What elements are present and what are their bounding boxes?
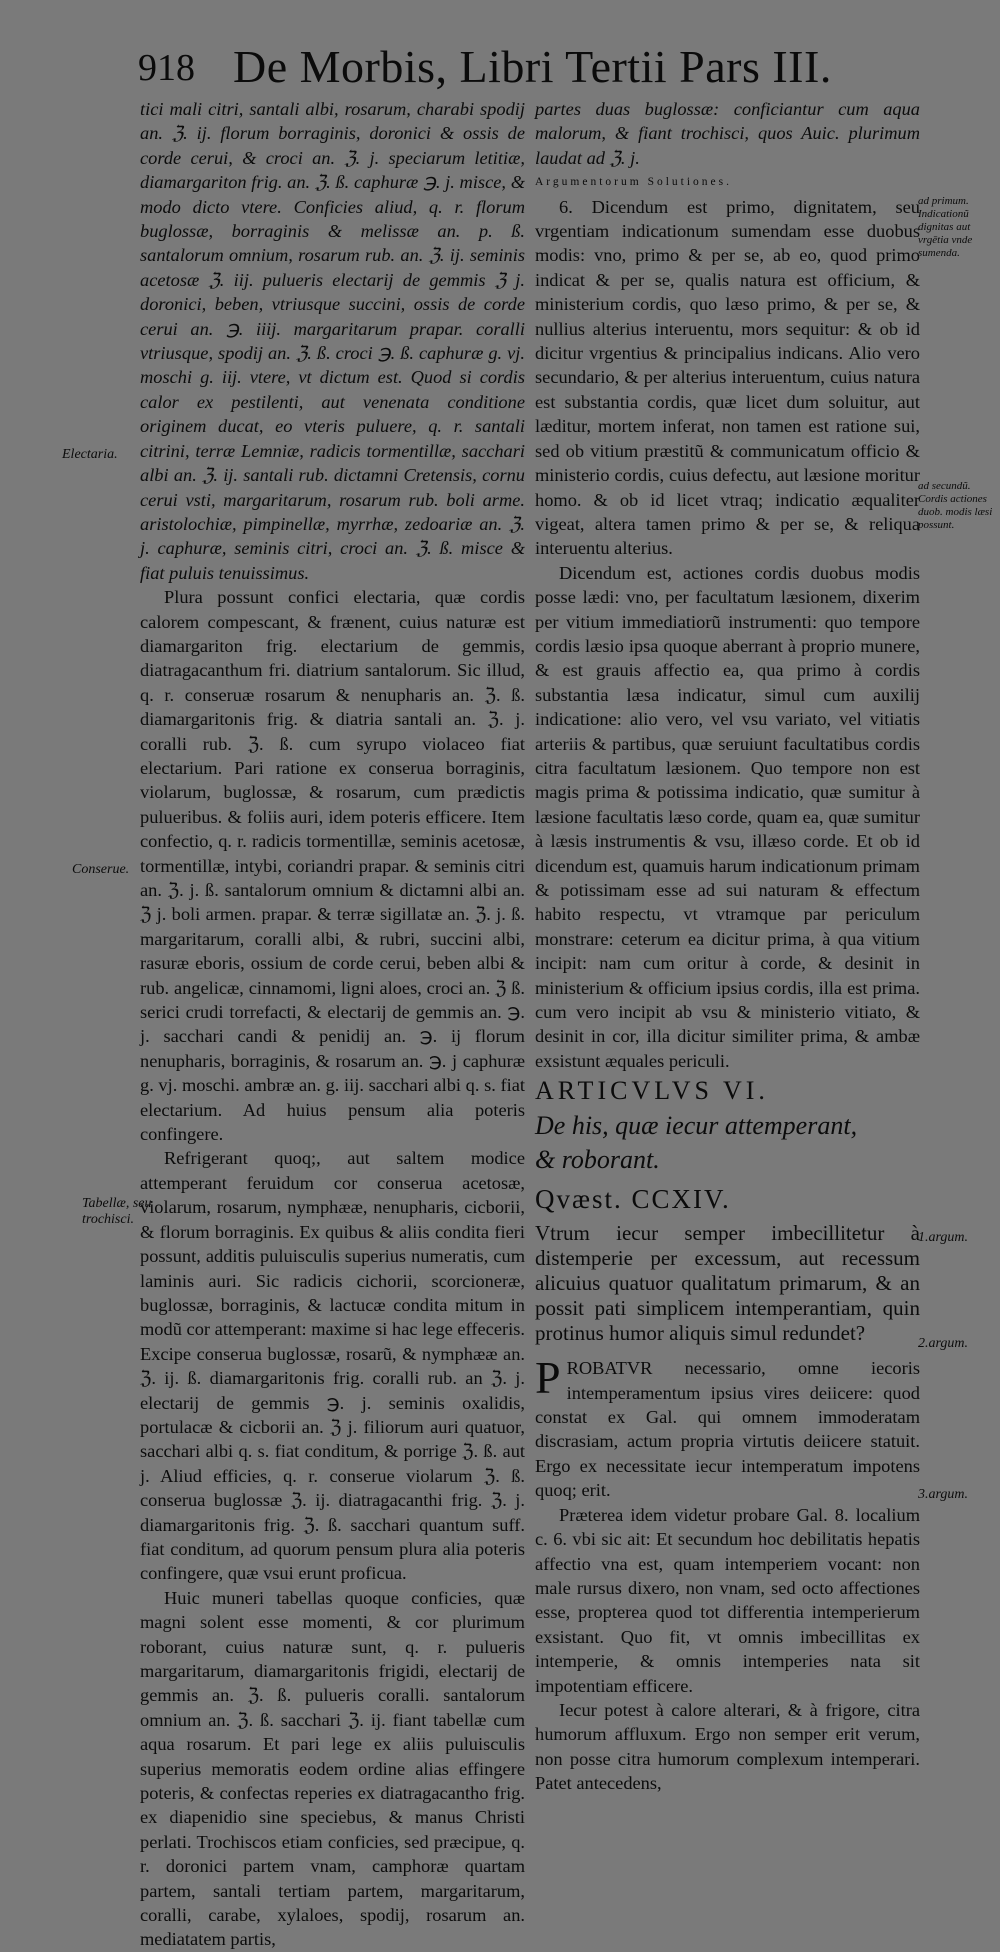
page-header (138, 40, 832, 100)
right-paragraph-6: Iecur potest à calore alterari, & à frigore, citra humorum affluxum. Ergo non semper erit verum, non posse citra humorum complexum intemperari. Patet antecedens, (535, 1699, 920, 1794)
question-text: Vtrum iecur semper imbecillitetur à distemperie per excessum, aut recessum alicuius quatuor qualitatum primarum, & an possit pati simplicem intemperantiam, quin protinus humor aliquis simul redundet? (535, 1221, 920, 1346)
article-heading: ARTICVLVS VI. (535, 1076, 769, 1106)
margin-note-arg3: 3.argum. (918, 1487, 969, 1502)
left-column (140, 97, 525, 1952)
margin-note-arg2: 2.argum. (918, 1336, 969, 1351)
article-title-line-2: & roborant. (535, 1145, 660, 1175)
article-title-line-1: De his, quæ iecur attemperant, (535, 1111, 858, 1141)
left-paragraph-3: Refrigerant quoq;, aut saltem modice attemperant feruidum cor conserua acetosæ, violarum, rosarum, nymphææ, nenupharis, cicborii, & florum borraginis. Ex quibus & aliis condita fieri possunt, additis puluisculis superius numeratis, cum laminis auri. Sic radicis cichorii, scorcioneræ, buglossæ, borraginis, & lactucæ condita mitum in modũ cor attemperant: maxime si hac lege effeceris. Excipe conserua buglossæ, rosarũ, & nymphææ an. ℨ. ij. ß. diamargaritonis frig. coralli rub. an ℨ. j. electarij de gemmis ℈. j. seminis oxalidis, portulacæ & cicborii an. ℨ j. filiorum auri quatuor, sacchari albi q. s. fiat conditum, & porrige ℨ. ß. aut j. Aliud efficies, q. r. conserue violarum ℨ. ß. conserua buglossæ ℨ. ij. diatragacanthi frig. ℨ. j. diamargaritonis frig. ℨ. ß. sacchari quantum suff. fiat conditum, ad quorum pensum plura alia poteris confingere, quæ vsui erunt proficua. (140, 1148, 525, 1584)
right-paragraph-2: 6. Dicendum est primo, dignitatem, seu vrgentiam indicationum sumendam esse duobus modis: vno, primo & per se, ab eo, quod primo indicat & per se, qualis natura est officium, & ministerium cordis, quo læso primo, & per se, & nullius alterius interuentu, mors sequitur: & ob id dicitur vrgentius & principalius indicans. Alio vero secundario, & per alterius interuentum, cuius natura est substantia cordis, quæ licet dum soluitur, aut læditur, mortem inferat, non tamen est ratione sui, sed ob vitium præstitũ & communicatum officio & ministerio cordis, cuius defectu, aut læsione moritur homo. & ob id licet vtraq; indicatio æqualiter vigeat, altera tamen primo & per se, & reliqua interuentu alterius. (535, 196, 920, 559)
right-paragraph-3: Dicendum est, actiones cordis duobus modis posse lædi: vno, per facultatum læsionem, dixerim per vitium immediatiorũ instrumenti: quo tempore cordis læsio ipsa quoque aberrant à proprio munere, & est grauis affectio ea, qua primo à cordis substantia læsa indicatur, simul cum auxilij indicatione: alio vero, vel vsu variato, vel vitiatis arteriis & partibus, quæ seruiunt facultatibus cordis citra facultatum læsionem. Quo tempore non est magis prima & potissima indicatio, quæ sumitur à læsione facultatis læso corde, quam ea, quæ sumitur à læsis instrumentis & vsu, illæso corde. Et ob id dicendum est, quamuis harum indicationum primam & potissimam esse ad sui naturam & effectum habito respectu, vt vtramque par periculum monstrare: ceterum ea dicitur prima, à qua vitium incipit: nam cum oritur à corde, & desinit in ministerium & officium ipsius cordis, illa est prima. cum vero incipit ab vsu & ministerio vitiato, & desinit in cor, illa dicitur similiter prima, & ambæ exsistunt æquales periculi. (535, 562, 920, 1071)
right-paragraph-4-text: ROBATVR necessario, omne iecoris intemperamentum ipsius vires deiicere: quod constat ex Gal. qui omnem immoderatam discrasiam, actum propria virtutis deiicere statuit. Ergo ex necessitate iecur intemperatum impotens quoq; erit. (535, 1358, 920, 1501)
left-paragraph-4: Huic muneri tabellas quoque conficies, quæ magni solent esse momenti, & cor plurimum roborant, cuius naturæ sunt, q. r. pulueris margaritarum, diamargaritonis frigidi, electarij de gemmis an. ℨ. ß. pulueris coralli. santalorum omnium an. ℨ. ß. sacchari ℨ. ij. fiant tabellæ cum aqua rosarum. Et pari lege ex aliis puluisculis superius memoratis eodem ordine alias effingere poteris, & confectas reperies ex diatragacantho frig. ex diapenidio sine speciebus, & manus Christi perlati. Trochiscos etiam conficies, sed præcipue, q. r. doronici partem vnam, camphoræ quartam partem, santali tertiam partem, margaritarum, coralli, carabe, xylaloes, spodij, rosarum an. mediatatem partis, (140, 1587, 525, 1950)
margin-note-tabelle: Tabellæ, seu trochisci. (82, 1196, 152, 1227)
margin-note-arg1: 1.argum. (918, 1230, 969, 1245)
right-paragraph-4 (535, 1352, 920, 1502)
right-paragraph-5: Præterea idem videtur probare Gal. 8. localium c. 6. vbi sic ait: Et secundum hoc debilitatis hepatis affectio vna est, quam intemperiem vocant: non male rursus dixero, non vnam, sed octo affectiones esse, propterea quod tot differentia intemperierum exsistant. Quo fit, vt omnis imbecillitas ex intemperie, & omnis intemperies nata sit impotentiam efficere. (535, 1504, 920, 1696)
left-paragraph-1: tici mali citri, santali albi, rosarum, charabi spodij an. ℨ. ij. florum borraginis, doronici & ossis de corde cerui, & croci an. ℨ. j. speciarum letitiæ, diamargariton frig. an. ℨ. ß. caphuræ ℈. j. misce, & modo dicto vtere. Conficies aliud, q. r. florum buglossæ, borraginis & melissæ an. p. ß. santalorum omnium, rosarum rub. an. ℨ. ij. seminis acetosæ ℨ. iij. pulueris electarij de gemmis ℨ j. doronici, beben, vtriusque succini, ossis de corde cerui an. ℈. iiij. margaritarum prapar. coralli vtriusque, spodij an. ℨ. ß. croci ℈. ß. caphuræ g. vj. moschi g. iij. vtere, vt dictum est. Quod si cordis calor ex pestilenti, aut venenata conditione originem ducat, eo vteris puluere, q. r. santali citrini, terræ Lemniæ, radicis tormentillæ, sacchari albi an. ℨ. ij. santali rub. dictamni Cretensis, cornu cerui vsti, margaritarum, rosarum rub. boli arme. aristolochiæ, pimpinellæ, myrrhæ, zedoariæ an. ℨ. j. caphuræ, seminis citri, croci an. ℨ. ß. misce & fiat puluis tenuissimus. (140, 99, 525, 583)
margin-note-ad-primum: ad primum. Indicationũ dignitas aut vrgētia vnde sumenda. (918, 195, 973, 259)
left-paragraph-2: Plura possunt confici electaria, quæ cordis calorem compescant, & frænent, cuius naturæ est diamargariton frig. electarium de gemmis, diatragacanthum fri. diatrium santalorum. Sic illud, q. r. conseruæ rosarum & nenupharis an. ℨ. ß. diamargaritonis frig. & diatria santali an. ℨ. j. coralli rub. ℨ. ß. cum syrupo violaceo fiat electarium. Pari ratione ex conserua borraginis, violarum, buglossæ, & rosarum, cum prædictis pulueribus. & foliis auri, idem poteris efficere. Item confectio, q. r. radicis tormentillæ, seminis acetosæ, tormentillæ, intybi, coriandri prapar. & seminis citri an. ℨ. j. ß. santalorum omnium & dictamni albi an. ℨ j. boli armen. prapar. & terræ sigillatæ an. ℨ. j. ß. margaritarum, coralli albi, & rubri, succini albi, rasuræ eboris, ossium de corde cerui, beben albi & rub. angelicæ, cinnamomi, ligni aloes, croci an. ℨ ß. serici crudi torrefacti, & electarij de gemmis an. ℈. j. sacchari candi & penidij an. ℈. ij florum nenupharis, borraginis, & rosarum an. ℈. j caphuræ g. vj. moschi. ambræ an. g. iij. sacchari albi q. s. fiat electarium. Ad huius pensum alia poteris confingere. (140, 587, 525, 1145)
right-paragraph-1: partes duas buglossæ: conficiantur cum aqua malorum, & fiant trochisci, quos Auic. plurimum laudat ad ℨ. j. (535, 99, 920, 168)
page-number: 918 (138, 47, 195, 89)
quaestio-heading: Qvæst. CCXIV. (535, 1184, 731, 1215)
margin-note-ad-secundum: ad secundũ. Cordis actiones duob. modis læsi possunt. (918, 480, 993, 531)
drop-cap: P (535, 1352, 561, 1404)
margin-note-electaria: Electaria. (62, 447, 118, 462)
right-column (535, 97, 920, 1796)
running-head: De Morbis, Libri Tertii Pars III. (233, 41, 832, 92)
margin-note-conserue: Conserue. (72, 862, 130, 877)
solutions-heading: Argumentorum Solutiones. (535, 176, 733, 189)
